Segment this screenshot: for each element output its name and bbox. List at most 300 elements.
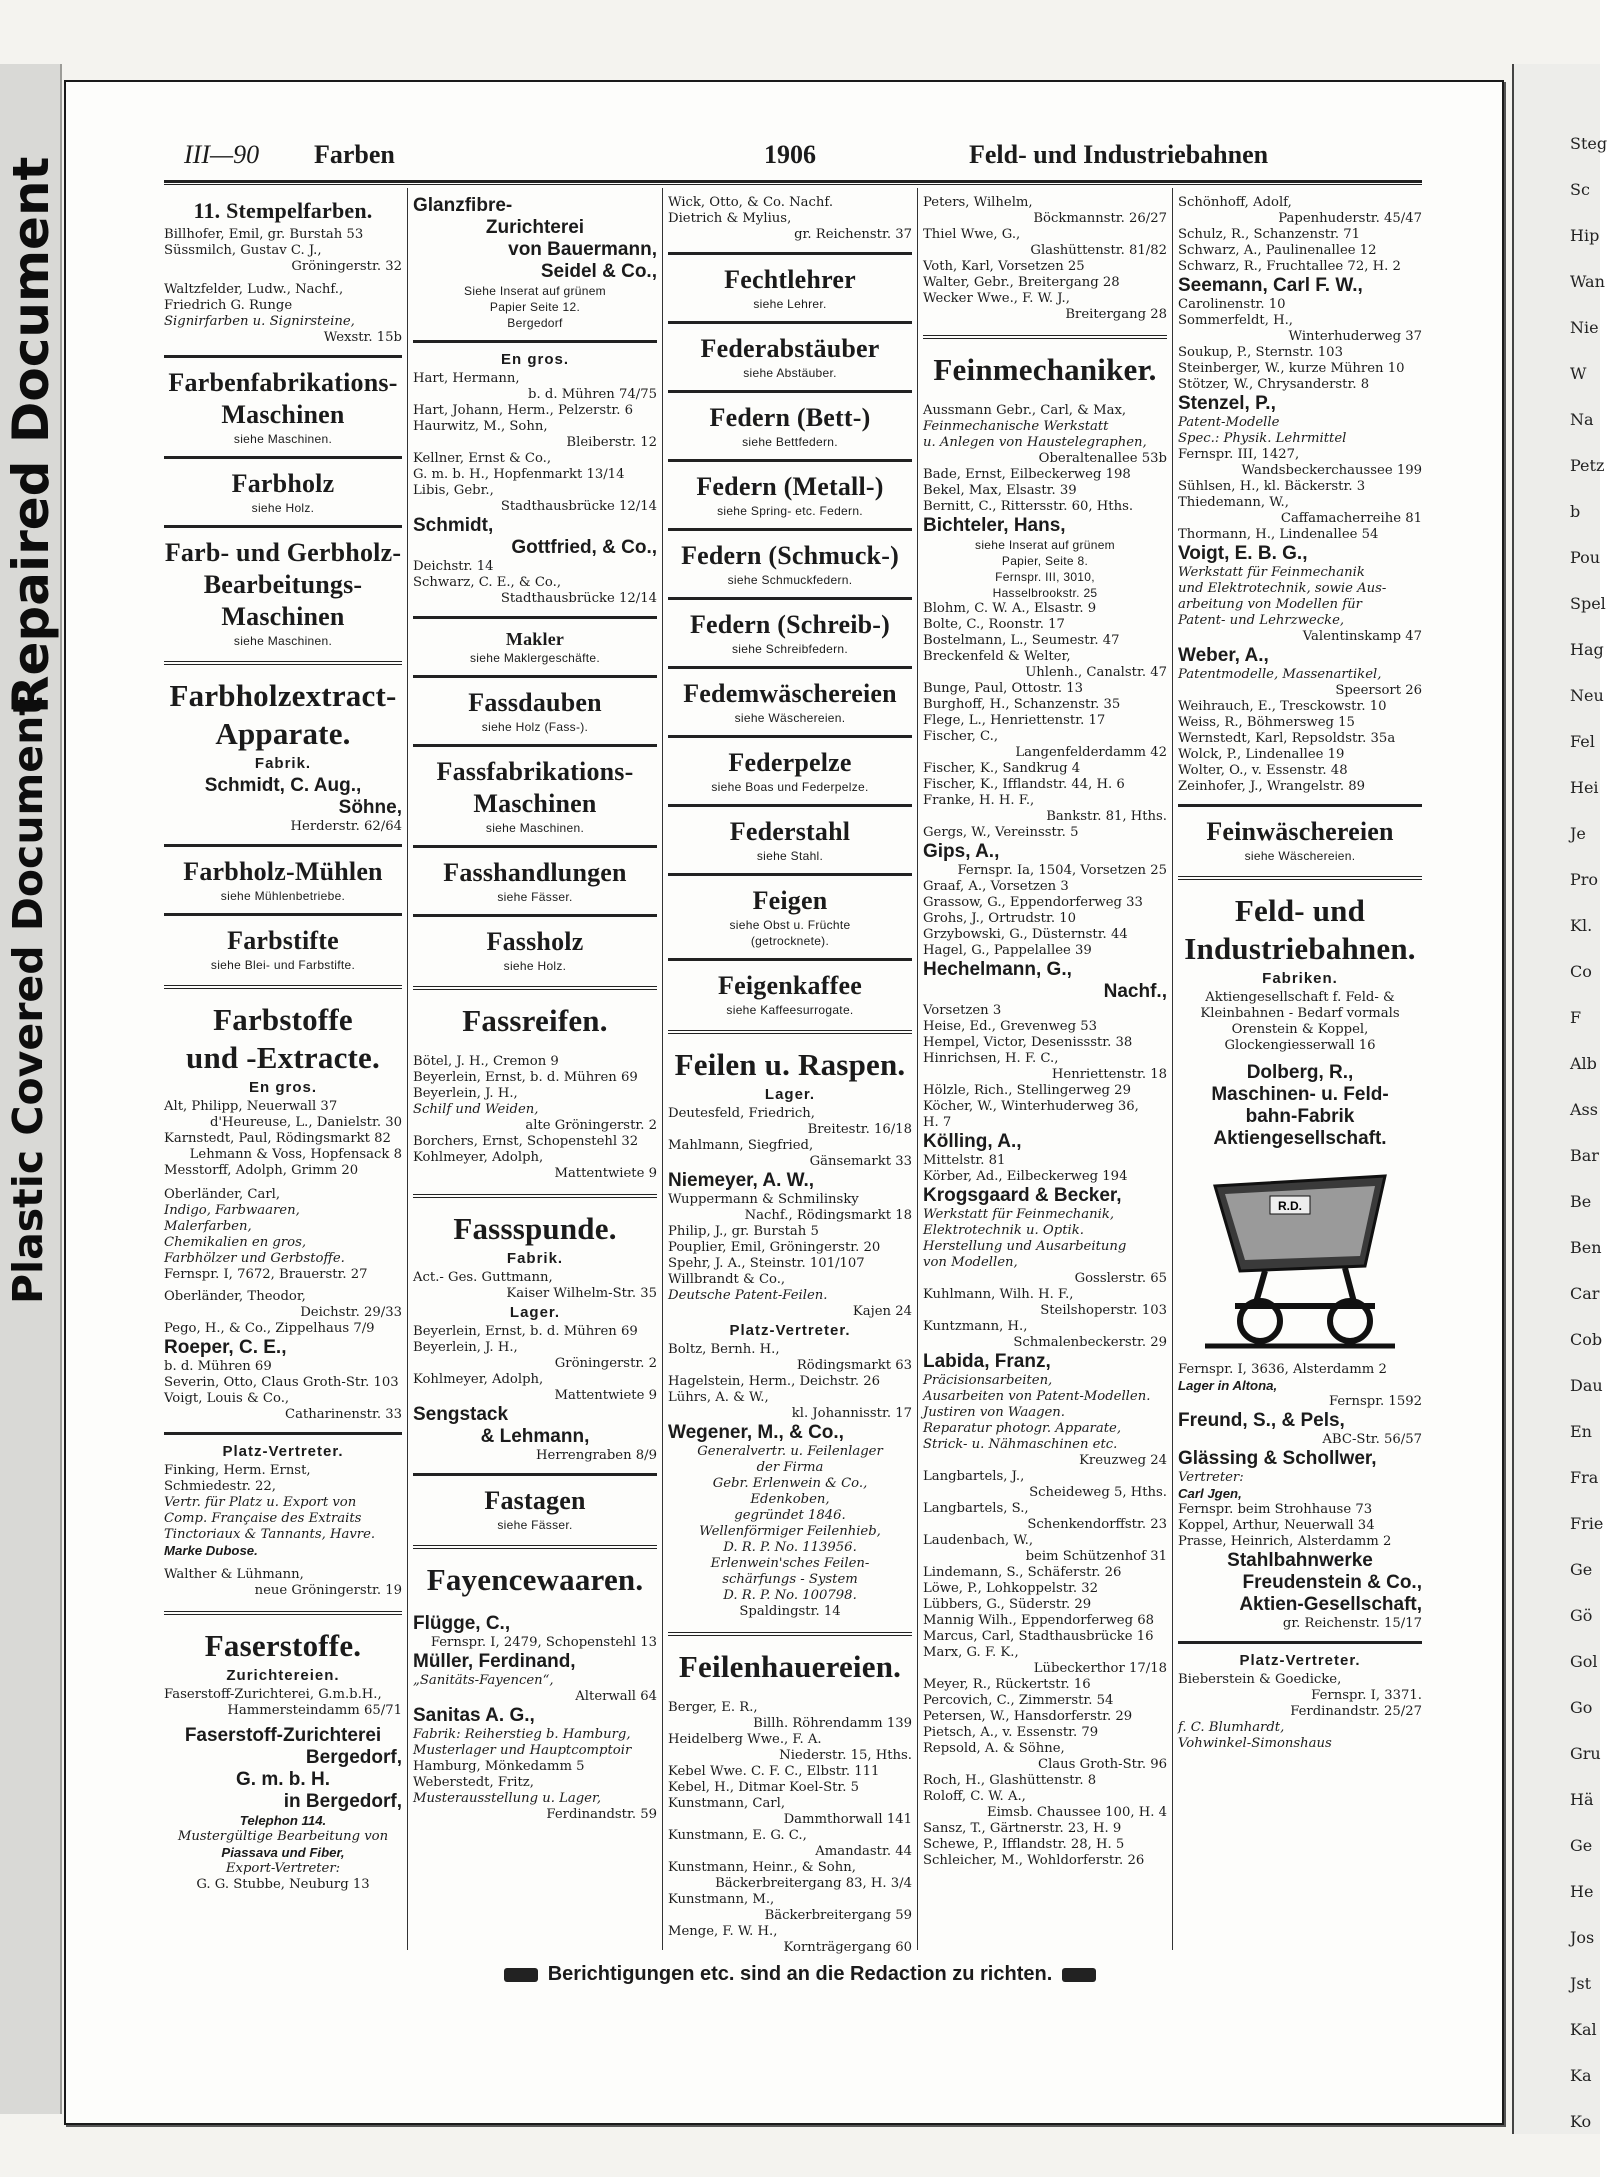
entry-list: [923, 1003, 1167, 1131]
entry-line: Schenkendorffstr. 23: [1027, 1517, 1167, 1532]
entry-line: Oberaltenallee 53b: [1038, 451, 1167, 466]
entry-line: Kornträgergang 60: [783, 1940, 912, 1955]
entry-line: Lager in Altona,: [1178, 1378, 1278, 1393]
entry-line: Waltzfelder, Ludw., Nachf.,: [164, 282, 344, 297]
entry-line: gegründet 1846.: [734, 1508, 846, 1523]
see-reference: siehe Schreibfedern.: [731, 642, 849, 656]
entry-line: Lindemann, S., Schäferstr. 26: [923, 1565, 1122, 1580]
see-reference: siehe Lehrer.: [753, 297, 827, 311]
firm-name: Faserstoff-Zurichterei: [184, 1725, 382, 1746]
entry-line: Kajen 24: [852, 1304, 912, 1319]
subheading: Platz-Vertreter.: [1239, 1652, 1361, 1669]
entry-line: Wolter, O., v. Essenstr. 48: [1178, 763, 1348, 778]
entry-line: b. d. Mühren 69: [164, 1359, 272, 1374]
section-heading: Federn (Schreib-): [689, 610, 891, 639]
entry-line: Valentinskamp 47: [1302, 629, 1422, 644]
entry-list: [923, 403, 1167, 515]
entry-list: [164, 282, 402, 346]
section-heading: Apparate.: [215, 716, 351, 751]
section-heading: Fassreifen.: [462, 1003, 608, 1038]
firm-name: Glässing & Schollwer,: [1178, 1448, 1377, 1469]
firm-name: & Lehmann,: [480, 1426, 590, 1447]
entry-line: Thiedemann, W.,: [1178, 495, 1289, 510]
footer-notice: [420, 1963, 1180, 1986]
entry-line: Erlenwein'sches Feilen-: [710, 1556, 870, 1571]
entry-line: Roch, H., Glashüttenstr. 8: [923, 1773, 1097, 1788]
entry-line: Mattentwiete 9: [554, 1388, 657, 1403]
see-reference: siehe Holz (Fass-).: [481, 720, 589, 734]
next-page-fragment: Pou: [1570, 548, 1601, 567]
entry-line: Hammersteindamm 65/71: [227, 1703, 402, 1718]
firm-name: Söhne,: [338, 797, 402, 818]
next-page-fragment: F: [1570, 1008, 1582, 1027]
firm-name: Kölling, A.,: [923, 1131, 1022, 1152]
section-heading: Fassspunde.: [453, 1211, 617, 1246]
entry-line: gr. Reichenstr. 37: [794, 227, 912, 242]
next-page-fragment: Sc: [1570, 180, 1590, 199]
entry-line: Lehmann & Voss, Hopfensack 8: [189, 1147, 402, 1162]
firm-name: Labida, Franz,: [923, 1351, 1051, 1372]
pointing-hand-icon: [504, 1968, 538, 1982]
section-heading: Fasshandlungen: [443, 858, 627, 887]
entry-line: Hart, Johann, Herm., Pelzerstr. 6: [413, 403, 634, 418]
entry-line: Kunstmann, Heinr., & Sohn,: [668, 1860, 856, 1875]
entry-line: Pouplier, Emil, Gröningerstr. 20: [668, 1240, 881, 1255]
firm-name: Krogsgaard & Becker,: [923, 1185, 1122, 1206]
next-page-fragment: Spel: [1570, 594, 1606, 613]
subheading: En gros.: [248, 1079, 317, 1096]
section-heading: Feigenkaffee: [718, 971, 862, 1000]
firm-name: Seidel & Co.,: [540, 261, 657, 282]
entry-line: Schönhoff, Adolf,: [1178, 195, 1292, 210]
entry-line: Steinberger, W., kurze Mühren 10: [1178, 361, 1405, 376]
entry-line: Edenkoben,: [750, 1492, 830, 1507]
entry-line: Amandastr. 44: [815, 1844, 912, 1859]
entry-line: Hasselbrookstr. 25: [992, 586, 1098, 600]
see-reference: siehe Obst u. Früchte: [729, 918, 851, 932]
address: Herderstr. 62/64: [290, 819, 402, 834]
entry-line: Justiren von Waagen.: [923, 1405, 1065, 1420]
entry-list: [164, 227, 402, 275]
firm-name: Bichteler, Hans,: [923, 515, 1066, 536]
entry-line: Sansz, T., Gärtnerstr. 23, H. 9: [923, 1821, 1122, 1836]
see-reference: siehe Maschinen.: [233, 634, 333, 648]
entry-line: und Elektrotechnik, sowie Aus-: [1178, 581, 1387, 596]
section-heading: Fassdauben: [468, 688, 602, 717]
address: Fernspr. Ia, 1504, Vorsetzen 25: [957, 863, 1167, 878]
entry-line: Bieberstein & Goedicke,: [1178, 1672, 1342, 1687]
entry-line: Bostelmann, L., Seumestr. 47: [923, 633, 1120, 648]
entry-line: Patentmodelle, Massenartikel,: [1178, 667, 1382, 682]
entry-line: d'Heureuse, L., Danielstr. 30: [209, 1115, 402, 1130]
entry-line: Gosslerstr. 65: [1074, 1271, 1167, 1286]
entry-line: Export-Vertreter:: [225, 1861, 341, 1876]
entry-line: Bleiberstr. 12: [566, 435, 657, 450]
firm-name: Niemeyer, A. W.,: [668, 1170, 815, 1191]
entry-list: [1178, 1550, 1422, 1616]
entry-line: Hagel, G., Pappelallee 39: [923, 943, 1092, 958]
entry-line: Indigo, Farbwaaren,: [164, 1203, 300, 1218]
entry-line: Grassow, G., Eppendorferweg 33: [923, 895, 1143, 910]
entry-line: Libis, Gebr.,: [413, 483, 494, 498]
next-page-fragment: Alb: [1570, 1054, 1597, 1073]
entry-line: Menge, F. W. H.,: [668, 1924, 778, 1939]
section-heading: Farbstifte: [227, 926, 339, 955]
subheading: Platz-Vertreter.: [222, 1443, 344, 1460]
entry-list: [413, 1324, 657, 1404]
entry-line: Kleinbahnen - Bedarf vormals: [1200, 1006, 1400, 1021]
entry-line: Hinrichsen, H. F. C.,: [923, 1051, 1059, 1066]
entry-line: Schilf und Weiden,: [413, 1102, 539, 1117]
entry-list: [1178, 1362, 1422, 1410]
entry-line: Patent- und Lehrzwecke,: [1178, 613, 1345, 628]
entry-line: Beyerlein, Ernst, b. d. Mühren 69: [413, 1324, 638, 1339]
entry-list: [1178, 1470, 1422, 1550]
entry-list: [668, 195, 912, 243]
firm-name: Maschinen- u. Feld-: [1211, 1084, 1389, 1105]
entry-line: Deichstr. 14: [413, 559, 494, 574]
entry-line: Finking, Herm. Ernst,: [164, 1463, 311, 1478]
entry-line: Kohlmeyer, Adolph,: [413, 1150, 544, 1165]
entry-line: Langbartels, S.,: [923, 1501, 1029, 1516]
header-left: Farben: [314, 140, 395, 169]
entry-line: Rödingsmarkt 63: [796, 1358, 912, 1373]
entry-line: Kuntzmann, H.,: [923, 1319, 1028, 1334]
section-heading: Maschinen: [221, 602, 345, 631]
next-page-fragment: Ben: [1570, 1238, 1602, 1257]
firm-name: Stahlbahnwerke: [1227, 1550, 1373, 1571]
entry-line: Blohm, C. W. A., Elsastr. 9: [923, 601, 1097, 616]
entry-list: [413, 371, 657, 515]
next-page-fragment: Wan: [1570, 272, 1605, 291]
entry-list: [668, 1106, 912, 1170]
see-reference: siehe Blei- und Farbstifte.: [210, 958, 356, 972]
entry-line: Mahlmann, Siegfried,: [668, 1138, 814, 1153]
firm-name: Freund, S., & Pels,: [1178, 1410, 1345, 1431]
entry-line: Walter, Gebr., Breitergang 28: [923, 275, 1120, 290]
next-page-fragment: Fra: [1570, 1468, 1599, 1487]
entry-list: [923, 879, 1167, 959]
subheading: Fabriken.: [1262, 970, 1338, 987]
entry-line: Friedrich G. Runge: [164, 298, 293, 313]
section-heading: Industriebahnen.: [1184, 931, 1416, 966]
entry-line: Beyerlein, Ernst, b. d. Mühren 69: [413, 1070, 638, 1085]
see-reference: siehe Stahl.: [756, 849, 824, 863]
entry-line: Soukup, P., Sternstr. 103: [1178, 345, 1343, 360]
firm-name: Wegener, M., & Co.,: [668, 1422, 844, 1443]
entry-line: Fernspr. 1592: [1328, 1394, 1422, 1409]
see-reference: siehe Bettfedern.: [742, 435, 838, 449]
entry-line: Kebel Wwe. C. F. C., Elbstr. 111: [668, 1764, 880, 1779]
entry-line: Vertr. für Platz u. Export von: [164, 1495, 357, 1510]
entry-line: Repsold, A. & Söhne,: [923, 1741, 1065, 1756]
entry-line: Orenstein & Koppel,: [1231, 1022, 1369, 1037]
entry-line: Ausarbeiten von Patent-Modellen.: [923, 1389, 1151, 1404]
entry-line: Bekel, Max, Elsastr. 39: [923, 483, 1077, 498]
next-page-fragment: Nie: [1570, 318, 1599, 337]
entry-line: Bergedorf: [507, 316, 563, 330]
entry-list: [668, 1444, 912, 1620]
entry-list: [668, 1700, 912, 1956]
entry-list: [413, 283, 657, 331]
entry-line: Aussmann Gebr., Carl, & Max,: [923, 403, 1127, 418]
entry-line: Fernspr. III, 3010,: [995, 570, 1095, 584]
entry-line: Schewe, P., Ifflandstr. 28, H. 5: [923, 1837, 1125, 1852]
column-divider: [662, 188, 663, 1950]
next-page-fragment: Hip: [1570, 226, 1600, 245]
section-heading: Feilen u. Raspen.: [674, 1047, 906, 1082]
section-heading: Federabstäuber: [700, 334, 880, 363]
footer-text: Berichtigungen etc. sind an die Redaction zu richten.: [547, 1963, 1053, 1985]
entry-line: Aktiengesellschaft f. Feld- &: [1205, 990, 1395, 1005]
entry-line: Herstellung und Ausarbeitung: [923, 1239, 1127, 1254]
entry-line: Severin, Otto, Claus Groth-Str. 103: [164, 1375, 399, 1390]
entry-list: [1178, 415, 1422, 543]
section-heading: Feinmechaniker.: [933, 352, 1157, 387]
subheading: Platz-Vertreter.: [729, 1322, 851, 1339]
firm-name: Stenzel, P.,: [1178, 393, 1276, 414]
section-heading: Farbholzextract-: [169, 678, 397, 713]
firm-name: Sanitas A. G.,: [413, 1705, 535, 1726]
entry-list: [668, 1192, 912, 1320]
entry-line: Weiss, R., Böhmersweg 15: [1178, 715, 1355, 730]
entry-line: Prasse, Heinrich, Alsterdamm 2: [1178, 1534, 1392, 1549]
firm-name: Schmidt,: [413, 515, 494, 536]
subheading: Zurichtereien.: [226, 1667, 340, 1684]
entry-line: alte Gröningerstr. 2: [525, 1118, 657, 1133]
section-heading: Farbholz-Mühlen: [183, 857, 383, 886]
section-heading: Makler: [505, 629, 565, 649]
entry-line: Alterwall 64: [575, 1689, 657, 1704]
column-3: [668, 195, 912, 1955]
entry-line: Elektrotechnik u. Optik.: [923, 1223, 1084, 1238]
entry-line: Kebel, H., Ditmar Koel-Str. 5: [668, 1780, 860, 1795]
entry-line: Wuppermann & Schmilinsky: [668, 1192, 859, 1207]
firm-name: Müller, Ferdinand,: [413, 1651, 576, 1672]
pointing-hand-icon: [1062, 1968, 1096, 1982]
entry-line: H. 7: [923, 1115, 952, 1130]
entry-line: Meyer, R., Rückertstr. 16: [923, 1677, 1091, 1692]
entry-list: [923, 601, 1167, 841]
entry-line: Mustergültige Bearbeitung von: [177, 1829, 389, 1844]
entry-line: Beyerlein, J. H.,: [413, 1086, 518, 1101]
entry-line: Lührs, A. & W.,: [668, 1390, 769, 1405]
entry-list: [413, 1673, 657, 1705]
entry-line: siehe Inserat auf grünem: [975, 538, 1115, 552]
entry-line: Bäckerbreitergang 59: [764, 1908, 912, 1923]
entry-line: Marke Dubose.: [164, 1543, 258, 1558]
column-1: [164, 195, 402, 1950]
entry-line: Glashüttenstr. 81/82: [1030, 243, 1167, 258]
subheading: En gros.: [500, 351, 569, 368]
entry-list: [1178, 1062, 1422, 1150]
see-reference: siehe Wäschereien.: [1244, 849, 1356, 863]
entry-line: Langbartels, J.,: [923, 1469, 1025, 1484]
entry-line: Strick- u. Nähmaschinen etc.: [923, 1437, 1118, 1452]
next-page-fragment: Hei: [1570, 778, 1599, 797]
firm-name: Freudenstein & Co.,: [1242, 1572, 1422, 1593]
entry-line: Spaldingstr. 14: [739, 1604, 841, 1619]
entry-line: arbeitung von Modellen für: [1178, 597, 1362, 612]
entry-line: neue Gröningerstr. 19: [254, 1583, 402, 1598]
entry-line: Oberländer, Carl,: [164, 1187, 281, 1202]
next-page-fragment: Go: [1570, 1698, 1593, 1717]
section-heading: Fayencewaaren.: [426, 1562, 644, 1597]
entry-line: Werkstatt für Feinmechanik: [1178, 565, 1365, 580]
entry-line: Glockengiesserwall 16: [1224, 1038, 1376, 1053]
next-page-fragment: He: [1570, 1882, 1594, 1901]
entry-line: Telephon 114.: [239, 1813, 327, 1828]
next-page-fragment: Je: [1570, 824, 1586, 843]
entry-list: [923, 1207, 1167, 1351]
firm-name: Dolberg, R.,: [1246, 1062, 1354, 1083]
next-page-fragment: Hag: [1570, 640, 1604, 659]
entry-line: Philip, J., gr. Burstah 5: [668, 1224, 819, 1239]
section-heading: Faserstoffe.: [204, 1628, 362, 1663]
entry-line: Musterlager und Hauptcomptoir: [413, 1743, 632, 1758]
header-year: 1906: [764, 140, 816, 169]
section-heading: Fedemwäschereien: [683, 679, 897, 708]
section-heading: Federn (Metall-): [696, 472, 884, 501]
entry-line: Beyerlein, J. H.,: [413, 1340, 518, 1355]
entry-line: Gröningerstr. 2: [554, 1356, 657, 1371]
section-heading: Maschinen: [473, 789, 597, 818]
next-page-fragment: Dau: [1570, 1376, 1603, 1395]
see-reference: siehe Fässer.: [497, 890, 573, 904]
entry-line: Schmiedestr. 22,: [164, 1479, 276, 1494]
entry-line: Bolte, C., Roonstr. 17: [923, 617, 1065, 632]
next-page-fragment: b: [1570, 502, 1581, 521]
entry-line: Reparatur photogr. Apparate,: [923, 1421, 1122, 1436]
entry-line: Hölzle, Rich., Stellingerweg 29: [923, 1083, 1131, 1098]
entry-line: Wick, Otto, & Co. Nachf.: [668, 195, 834, 210]
entry-line: f. C. Blumhardt,: [1178, 1720, 1285, 1735]
see-reference: siehe Abstäuber.: [743, 366, 837, 380]
entry-line: Papier Seite 12.: [489, 300, 581, 314]
entry-line: Steilshoperstr. 103: [1040, 1303, 1167, 1318]
entry-line: Vorsetzen 3: [923, 1003, 1002, 1018]
entry-line: Stadthausbrücke 12/14: [500, 591, 657, 606]
firm-name: Seemann, Carl F. W.,: [1178, 275, 1363, 296]
entry-list: [1178, 297, 1422, 393]
next-page-fragment: Hä: [1570, 1790, 1594, 1809]
entry-line: Langenfelderdamm 42: [1015, 745, 1167, 760]
entry-line: Mittelstr. 81: [923, 1153, 1006, 1168]
entry-line: Heidelberg Wwe., F. A.: [668, 1732, 822, 1747]
column-4: [923, 195, 1167, 1950]
entry-line: Piassava und Fiber,: [221, 1845, 345, 1860]
entry-line: Deutesfeld, Friedrich,: [668, 1106, 815, 1121]
entry-line: Körber, Ad., Eilbeckerweg 194: [923, 1169, 1128, 1184]
firm-name: Bergedorf,: [305, 1747, 402, 1768]
page-number: III—90: [184, 140, 260, 169]
entry-line: Laudenbach, W.,: [923, 1533, 1034, 1548]
firm-name: Zurichterei: [485, 217, 585, 238]
entry-list: [1178, 1672, 1422, 1752]
section-heading: Maschinen: [221, 400, 345, 429]
entry-line: Wandsbeckerchaussee 199: [1241, 463, 1422, 478]
entry-line: Breitestr. 16/18: [807, 1122, 912, 1137]
entry-line: Wolck, P., Lindenallee 19: [1178, 747, 1345, 762]
entry-line: Koppel, Arthur, Neuerwall 34: [1178, 1518, 1375, 1533]
entry-line: Ferdinandstr. 25/27: [1290, 1704, 1422, 1719]
entry-line: Grohs, J., Ortrudstr. 10: [923, 911, 1076, 926]
see-reference: siehe Holz.: [503, 959, 567, 973]
section-heading: Feinwäschereien: [1206, 817, 1394, 846]
firm-name: Gottfried, & Co.,: [511, 537, 657, 558]
see-reference: siehe Fässer.: [497, 1518, 573, 1532]
entry-line: Breckenfeld & Welter,: [923, 649, 1071, 664]
next-page-fragment: Kl.: [1570, 916, 1593, 935]
firm-name: Schmidt, C. Aug.,: [204, 775, 362, 796]
entry-line: Weihrauch, E., Tresckowstr. 10: [1178, 699, 1387, 714]
entry-line: Löwe, P., Lohkoppelstr. 32: [923, 1581, 1099, 1596]
section-heading: Fassholz: [486, 927, 584, 956]
entry-line: D. R. P. No. 100798.: [723, 1588, 857, 1603]
entry-line: Bunge, Paul, Ottostr. 13: [923, 681, 1083, 696]
entry-line: Carolinenstr. 10: [1178, 297, 1286, 312]
see-reference: siehe Schmuckfedern.: [727, 573, 853, 587]
next-page-fragment: Steg: [1570, 134, 1607, 153]
next-page-fragment: Ge: [1570, 1560, 1593, 1579]
entry-line: Kreuzweg 24: [1079, 1453, 1167, 1468]
see-reference: siehe Maschinen.: [485, 821, 585, 835]
section-heading: 11. Stempelfarben.: [193, 198, 373, 223]
next-page-fragment: Ko: [1570, 2112, 1592, 2131]
entry-line: beim Schützenhof 31: [1025, 1549, 1167, 1564]
next-page-fragment: Bar: [1570, 1146, 1599, 1165]
entry-line: Sommerfeldt, H.,: [1178, 313, 1294, 328]
entry-line: b. d. Mühren 74/75: [528, 387, 657, 402]
entry-line: Graaf, A., Vorsetzen 3: [923, 879, 1069, 894]
entry-line: Dietrich & Mylius,: [668, 211, 792, 226]
page-header: [164, 140, 1422, 176]
entry-line: Gergs, W., Vereinsstr. 5: [923, 825, 1079, 840]
entry-line: Süssmilch, Gustav C. J.,: [164, 243, 322, 258]
entry-line: Schulz, R., Schanzenstr. 71: [1178, 227, 1361, 242]
next-page-fragment: Pro: [1570, 870, 1599, 889]
entry-line: Wernstedt, Karl, Repsoldstr. 35a: [1178, 731, 1396, 746]
entry-list: [164, 1099, 402, 1179]
entry-line: Spec.: Physik. Lehrmittel: [1178, 431, 1347, 446]
entry-line: Gänsemarkt 33: [809, 1154, 912, 1169]
firm-name: Sengstack: [413, 1404, 509, 1425]
entry-line: Fernspr. I, 7672, Brauerstr. 27: [164, 1267, 368, 1282]
entry-line: Burghoff, H., Schanzenstr. 35: [923, 697, 1121, 712]
entry-line: Speersort 26: [1335, 683, 1422, 698]
entry-line: Sühlsen, H., kl. Bäckerstr. 3: [1178, 479, 1366, 494]
firm-name: G. m. b. H.: [236, 1769, 330, 1790]
entry-list: [413, 195, 657, 283]
next-page-fragment: Na: [1570, 410, 1594, 429]
section-heading: Farbstoffe: [213, 1002, 353, 1037]
column-divider: [407, 188, 408, 1950]
next-page-fragment: Fel: [1570, 732, 1595, 751]
entry-list: [164, 1187, 402, 1283]
entry-line: Fernspr. III, 1427,: [1178, 447, 1300, 462]
address: gr. Reichenstr. 15/17: [1282, 1616, 1422, 1631]
entry-line: von Modellen,: [923, 1255, 1018, 1270]
see-reference: siehe Holz.: [251, 501, 315, 515]
entry-line: G. G. Stubbe, Neuburg 13: [196, 1877, 370, 1892]
entry-list: [164, 1725, 402, 1813]
entry-list: [923, 195, 1167, 323]
entry-line: Wellenförmiger Feilenhieb,: [699, 1524, 881, 1539]
section-heading: Fechtlehrer: [724, 265, 856, 294]
entry-line: Kunstmann, Carl,: [668, 1796, 786, 1811]
see-reference: siehe Maschinen.: [233, 432, 333, 446]
entry-line: Thormann, H., Lindenallee 54: [1178, 527, 1379, 542]
